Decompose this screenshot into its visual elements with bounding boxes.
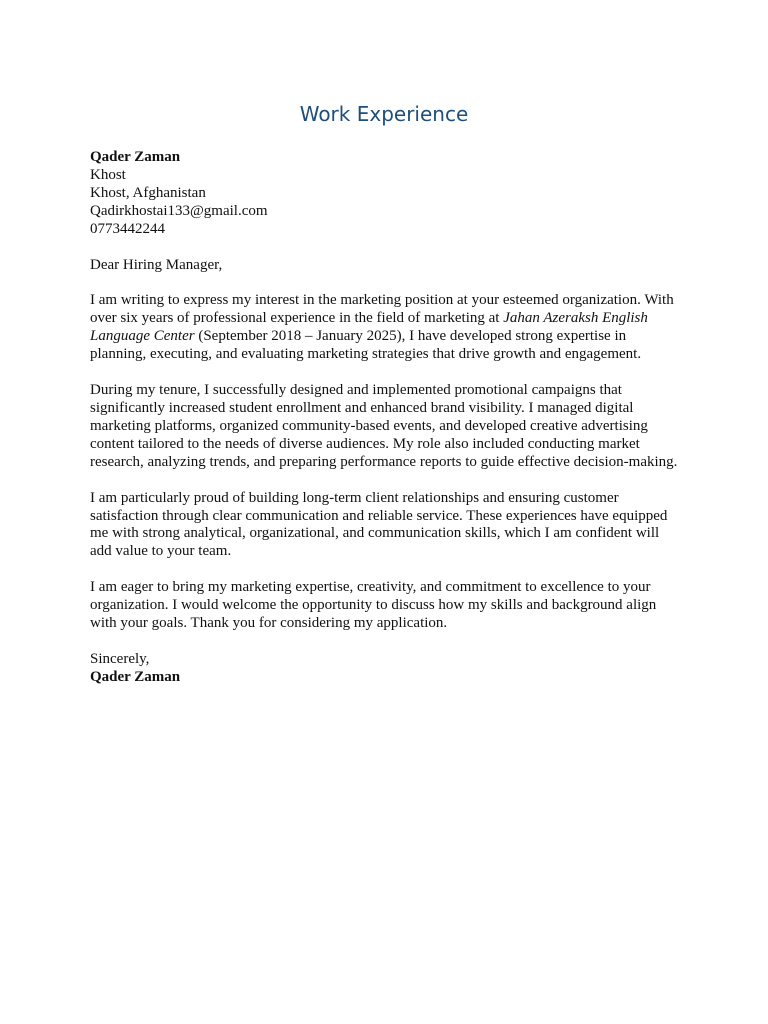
sign-off	[90, 651, 682, 687]
paragraph-intro-before: I am writing to express my interest in the marketing position at your esteemed organization. With over six years of professional experience in the field of marketing at	[90, 292, 674, 327]
sender-block	[90, 149, 682, 239]
closing-word: Sincerely,	[90, 650, 150, 667]
sender-city: Khost	[90, 166, 126, 183]
sender-phone: 0773442244	[90, 220, 165, 237]
document-title: Work Experience	[299, 102, 469, 126]
signature-name: Qader Zaman	[90, 668, 181, 685]
employer-name: Jahan Azeraksh English Language Center	[90, 310, 648, 345]
salutation: Dear Hiring Manager,	[90, 256, 223, 273]
sender-location: Khost, Afghanistan	[90, 184, 206, 201]
paragraph-tenure: During my tenure, I successfully designed and implemented promotional campaigns that significantly increased student enrollment and enhanced brand visibility. I managed digital marketing platforms, organized community-based events, and developed creative advertising content tailored to the needs of diverse audiences. My role also included conducting market research, analyzing trends, and preparing performance reports to guide effective decision-making.	[90, 382, 678, 470]
paragraph-closing-statement: I am eager to bring my marketing expertise, creativity, and commitment to excellence to your organization. I would welcome the opportunity to discuss how my skills and background align with your goals. Thank you for considering my application.	[90, 579, 657, 632]
paragraph-relationships: I am particularly proud of building long-term client relationships and ensuring customer satisfaction through clear communication and reliable service. These experiences have equipped me with strong analytical, organizational, and communication skills, which I am confident will add value to your team.	[90, 489, 668, 560]
sender-email: Qadirkhostai133@gmail.com	[90, 202, 268, 219]
sender-name: Qader Zaman	[90, 149, 181, 165]
paragraph-intro-after: (September 2018 – January 2025), I have developed strong expertise in planning, executing, and evaluating marketing strategies that drive growth and engagement.	[90, 328, 642, 363]
letter-body	[90, 149, 682, 687]
paragraph-intro	[90, 292, 682, 364]
